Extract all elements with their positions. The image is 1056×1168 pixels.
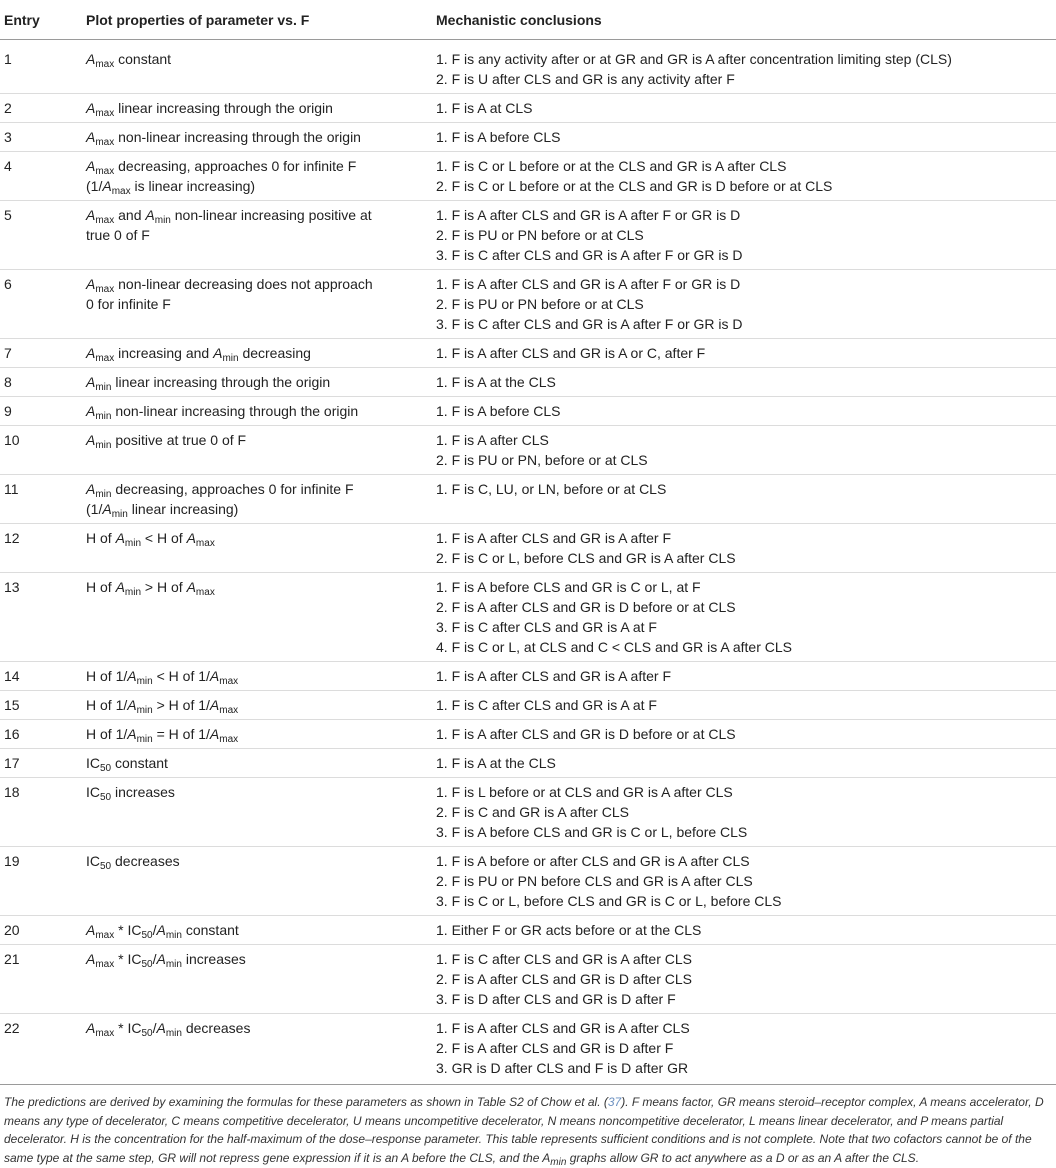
conclusion-item: 2. F is C and GR is A after CLS xyxy=(436,804,629,820)
plot-text: IC xyxy=(86,784,100,800)
plot-text: H of 1/ xyxy=(86,726,128,742)
conclusion-item: 3. F is C or L, before CLS and GR is C or L, before CLS xyxy=(436,893,782,909)
header-plot-properties: Plot properties of parameter vs. F xyxy=(82,0,432,40)
conclusion-item: 2. F is PU or PN before or at CLS xyxy=(436,227,644,243)
table-row xyxy=(0,368,1056,397)
plot-text: non-linear increasing through the origin xyxy=(114,129,361,145)
subscript-text: min xyxy=(165,930,182,941)
subscript-text: 50 xyxy=(100,861,112,872)
plot-text: 0 for infinite F xyxy=(86,296,171,312)
italic-symbol: A xyxy=(115,530,125,546)
plot-text: < H of 1/ xyxy=(152,668,210,684)
plot-text: increases xyxy=(111,784,175,800)
italic-symbol: A xyxy=(102,178,112,194)
subscript-text: 50 xyxy=(141,930,153,941)
conclusion-item: 3. F is C after CLS and GR is A at F xyxy=(436,619,657,635)
plot-text: is linear increasing) xyxy=(130,178,256,194)
italic-symbol: A xyxy=(86,276,96,292)
entry-cell: 7 xyxy=(0,339,82,368)
conclusions-cell xyxy=(432,1014,1056,1085)
conclusion-item: 1. F is A after CLS and GR is A after F or GR is D xyxy=(436,207,741,223)
entry-cell: 5 xyxy=(0,201,82,270)
subscript-text: max xyxy=(219,705,239,716)
plot-property-cell xyxy=(82,152,432,201)
footnote-subscript: min xyxy=(550,1156,567,1168)
table-row xyxy=(0,475,1056,524)
entry-cell: 13 xyxy=(0,573,82,662)
conclusion-item: 1. F is C, LU, or LN, before or at CLS xyxy=(436,481,667,497)
conclusion-item: 4. F is C or L, at CLS and C < CLS and GR is A after CLS xyxy=(436,639,792,655)
conclusion-item: 1. F is A after CLS xyxy=(436,432,549,448)
conclusions-cell xyxy=(432,339,1056,368)
entry-cell: 17 xyxy=(0,749,82,778)
subscript-text: max xyxy=(219,676,239,687)
plot-text: = H of 1/ xyxy=(152,726,210,742)
entry-cell: 11 xyxy=(0,475,82,524)
subscript-text: max xyxy=(111,186,131,197)
plot-text: * IC xyxy=(114,922,142,938)
plot-property-cell xyxy=(82,270,432,339)
entry-cell: 18 xyxy=(0,778,82,847)
plot-text: (1/ xyxy=(86,501,103,517)
plot-text: H of 1/ xyxy=(86,697,128,713)
plot-property-cell xyxy=(82,123,432,152)
plot-text: positive at true 0 of F xyxy=(111,432,247,448)
entry-cell: 10 xyxy=(0,426,82,475)
plot-text: * IC xyxy=(114,951,142,967)
plot-property-cell xyxy=(82,524,432,573)
italic-symbol: A xyxy=(186,579,196,595)
conclusion-item: 1. F is C after CLS and GR is A after CLS xyxy=(436,951,692,967)
entry-cell: 3 xyxy=(0,123,82,152)
plot-text: IC xyxy=(86,853,100,869)
subscript-text: max xyxy=(95,108,115,119)
conclusion-item: 3. F is C after CLS and GR is A after F or GR is D xyxy=(436,316,743,332)
conclusion-item: 2. F is A after CLS and GR is D after CLS xyxy=(436,971,692,987)
conclusion-item: 1. F is A after CLS and GR is A or C, after F xyxy=(436,345,706,361)
subscript-text: max xyxy=(219,734,239,745)
table-row xyxy=(0,749,1056,778)
subscript-text: min xyxy=(124,538,142,549)
subscript-text: 50 xyxy=(100,763,112,774)
plot-text: H of xyxy=(86,530,116,546)
entry-cell: 20 xyxy=(0,916,82,945)
subscript-text: max xyxy=(95,930,115,941)
table-row xyxy=(0,778,1056,847)
italic-symbol: A xyxy=(145,207,155,223)
table-row xyxy=(0,662,1056,691)
conclusion-item: 2. F is U after CLS and GR is any activity after F xyxy=(436,71,735,87)
italic-symbol: A xyxy=(86,129,96,145)
plot-property-cell xyxy=(82,916,432,945)
table-row xyxy=(0,847,1056,916)
subscript-text: max xyxy=(95,166,115,177)
italic-symbol: A xyxy=(213,345,223,361)
subscript-text: max xyxy=(95,137,115,148)
plot-text: increases xyxy=(181,951,246,967)
header-entry: Entry xyxy=(0,0,82,40)
conclusions-cell xyxy=(432,573,1056,662)
conclusion-item: 1. F is A before CLS and GR is C or L, at F xyxy=(436,579,701,595)
italic-symbol: A xyxy=(156,951,166,967)
subscript-text: min xyxy=(95,382,112,393)
italic-symbol: A xyxy=(86,432,96,448)
table-row xyxy=(0,945,1056,1014)
conclusion-item: 3. F is D after CLS and GR is D after F xyxy=(436,991,676,1007)
plot-text: true 0 of F xyxy=(86,227,150,243)
plot-text: non-linear decreasing does not approach xyxy=(114,276,373,292)
conclusions-cell xyxy=(432,475,1056,524)
conclusions-cell xyxy=(432,201,1056,270)
plot-text: non-linear increasing positive at xyxy=(170,207,372,223)
italic-symbol: A xyxy=(156,1020,166,1036)
subscript-text: min xyxy=(136,676,153,687)
entry-cell: 16 xyxy=(0,720,82,749)
italic-symbol: A xyxy=(86,207,96,223)
conclusion-item: 1. F is A before CLS xyxy=(436,129,561,145)
italic-symbol: A xyxy=(156,922,166,938)
plot-property-cell xyxy=(82,1014,432,1085)
subscript-text: min xyxy=(165,959,182,970)
italic-symbol: A xyxy=(86,345,96,361)
conclusion-item: 1. F is any activity after or at GR and GR is A after concentration limiting step (CLS) xyxy=(436,51,952,67)
plot-text: decreases xyxy=(181,1020,251,1036)
conclusions-cell xyxy=(432,368,1056,397)
italic-symbol: A xyxy=(102,501,112,517)
plot-text: H of xyxy=(86,579,116,595)
table-row xyxy=(0,152,1056,201)
italic-symbol: A xyxy=(209,668,220,684)
table-row xyxy=(0,426,1056,475)
conclusions-cell xyxy=(432,426,1056,475)
entry-cell: 8 xyxy=(0,368,82,397)
conclusions-cell xyxy=(432,847,1056,916)
conclusions-cell xyxy=(432,778,1056,847)
subscript-text: min xyxy=(136,705,153,716)
entry-cell: 2 xyxy=(0,94,82,123)
conclusion-item: 1. F is A after CLS and GR is A after F or GR is D xyxy=(436,276,741,292)
plot-text: linear increasing) xyxy=(127,501,239,517)
italic-symbol: A xyxy=(86,158,96,174)
subscript-text: max xyxy=(95,215,115,226)
subscript-text: min xyxy=(95,489,112,500)
conclusion-item: 2. F is C or L before or at the CLS and GR is D before or at CLS xyxy=(436,178,833,194)
subscript-text: max xyxy=(95,959,115,970)
conclusion-item: 2. F is PU or PN before or at CLS xyxy=(436,296,644,312)
plot-text: decreasing, approaches 0 for infinite F xyxy=(114,158,357,174)
italic-symbol: A xyxy=(209,726,220,742)
plot-text: constant xyxy=(181,922,239,938)
subscript-text: min xyxy=(222,353,239,364)
plot-text: decreasing, approaches 0 for infinite F xyxy=(111,481,354,497)
plot-property-cell xyxy=(82,426,432,475)
conclusion-item: 2. F is PU or PN before CLS and GR is A after CLS xyxy=(436,873,753,889)
plot-text: and xyxy=(114,207,146,223)
table-row xyxy=(0,40,1056,94)
italic-symbol: A xyxy=(86,51,96,67)
subscript-text: max xyxy=(195,538,215,549)
conclusion-item: 2. F is C or L, before CLS and GR is A after CLS xyxy=(436,550,736,566)
plot-text: < H of xyxy=(141,530,187,546)
plot-text: / xyxy=(152,1020,157,1036)
subscript-text: 50 xyxy=(141,959,153,970)
italic-symbol: A xyxy=(209,697,220,713)
plot-property-cell xyxy=(82,720,432,749)
table-row xyxy=(0,691,1056,720)
plot-text: decreasing xyxy=(238,345,311,361)
table-row xyxy=(0,1014,1056,1085)
italic-symbol: A xyxy=(115,579,125,595)
plot-property-cell xyxy=(82,662,432,691)
italic-symbol: A xyxy=(127,697,137,713)
conclusion-item: 1. F is A after CLS and GR is A after F xyxy=(436,668,671,684)
conclusions-cell xyxy=(432,397,1056,426)
entry-cell: 6 xyxy=(0,270,82,339)
entry-cell: 1 xyxy=(0,40,82,94)
italic-symbol: A xyxy=(86,374,96,390)
plot-text: constant xyxy=(111,755,168,771)
plot-property-cell xyxy=(82,847,432,916)
conclusion-item: 1. F is A at the CLS xyxy=(436,374,556,390)
table-row xyxy=(0,916,1056,945)
plot-text: linear increasing through the origin xyxy=(114,100,333,116)
subscript-text: max xyxy=(95,284,115,295)
italic-symbol: A xyxy=(86,951,96,967)
conclusions-cell xyxy=(432,720,1056,749)
header-mechanistic-conclusions: Mechanistic conclusions xyxy=(432,0,1056,40)
subscript-text: max xyxy=(195,587,215,598)
conclusion-item: 1. F is A before CLS xyxy=(436,403,561,419)
conclusions-cell xyxy=(432,691,1056,720)
conclusion-item: 2. F is A after CLS and GR is D before or at CLS xyxy=(436,599,736,615)
conclusion-item: 1. F is A after CLS and GR is D before or at CLS xyxy=(436,726,736,742)
entry-cell: 9 xyxy=(0,397,82,426)
plot-property-cell xyxy=(82,40,432,94)
plot-text: constant xyxy=(114,51,172,67)
subscript-text: min xyxy=(95,411,112,422)
table-row xyxy=(0,720,1056,749)
plot-property-cell xyxy=(82,573,432,662)
conclusion-item: 2. F is PU or PN, before or at CLS xyxy=(436,452,648,468)
conclusion-item: 1. Either F or GR acts before or at the CLS xyxy=(436,922,702,938)
subscript-text: min xyxy=(124,587,142,598)
table-row xyxy=(0,94,1056,123)
italic-symbol: A xyxy=(86,922,96,938)
plot-text: / xyxy=(152,951,157,967)
table-body xyxy=(0,40,1056,1085)
table-row xyxy=(0,339,1056,368)
plot-text: linear increasing through the origin xyxy=(111,374,331,390)
conclusions-cell xyxy=(432,94,1056,123)
plot-text: decreases xyxy=(111,853,180,869)
plot-text: increasing and xyxy=(114,345,214,361)
subscript-text: min xyxy=(136,734,153,745)
subscript-text: max xyxy=(95,353,115,364)
conclusions-cell xyxy=(432,270,1056,339)
footnote-text-1: The predictions are derived by examining the formulas for these parameters as shown in Table S2 of Chow et al. ( xyxy=(4,1095,608,1109)
italic-symbol: A xyxy=(86,403,96,419)
table-row xyxy=(0,201,1056,270)
plot-property-cell xyxy=(82,945,432,1014)
subscript-text: 50 xyxy=(100,792,112,803)
footnote-reference-link[interactable]: 37 xyxy=(607,1095,622,1109)
plot-text: / xyxy=(152,922,157,938)
conclusion-item: 1. F is A after CLS and GR is A after F xyxy=(436,530,671,546)
conclusions-cell xyxy=(432,123,1056,152)
entry-cell: 22 xyxy=(0,1014,82,1085)
table-row xyxy=(0,573,1056,662)
plot-text: H of 1/ xyxy=(86,668,128,684)
subscript-text: 50 xyxy=(141,1028,153,1039)
table-footnote xyxy=(0,1085,1056,1167)
entry-cell: 12 xyxy=(0,524,82,573)
plot-property-cell xyxy=(82,691,432,720)
subscript-text: max xyxy=(95,59,115,70)
subscript-text: min xyxy=(154,215,171,226)
conclusions-cell xyxy=(432,152,1056,201)
plot-property-cell xyxy=(82,749,432,778)
plot-property-cell xyxy=(82,368,432,397)
subscript-text: max xyxy=(95,1028,115,1039)
conclusion-item: 1. F is L before or at CLS and GR is A after CLS xyxy=(436,784,733,800)
entry-cell: 15 xyxy=(0,691,82,720)
table-row xyxy=(0,270,1056,339)
entry-cell: 19 xyxy=(0,847,82,916)
plot-property-cell xyxy=(82,475,432,524)
plot-property-cell xyxy=(82,94,432,123)
footnote-text-2: ). F means factor, GR means steroid–receptor complex, A means accelerator, D means any type of decelerator, C means competitive decelerator, U means uncompetitive decelerator, N means noncompetitive decelerator, L means linear decelerator, and P means partial decelerator. H is the concentration for the half-maximum of the dose–response parameter. This table represents sufficient conditions and is not complete. Note that two cofactors cannot be of the same type at the same step, GR will not repress gene expression if it is an A before the CLS, and the A xyxy=(4,1095,1044,1165)
entry-cell: 14 xyxy=(0,662,82,691)
plot-property-cell xyxy=(82,778,432,847)
table-row xyxy=(0,397,1056,426)
italic-symbol: A xyxy=(86,100,96,116)
conclusion-item: 3. F is A before CLS and GR is C or L, before CLS xyxy=(436,824,748,840)
conclusion-item: 3. F is C after CLS and GR is A after F or GR is D xyxy=(436,247,743,263)
conclusion-item: 1. F is C or L before or at the CLS and GR is A after CLS xyxy=(436,158,787,174)
conclusion-item: 2. F is A after CLS and GR is D after F xyxy=(436,1040,674,1056)
italic-symbol: A xyxy=(127,726,137,742)
header-row xyxy=(0,0,1056,40)
plot-text: IC xyxy=(86,755,100,771)
table-row xyxy=(0,524,1056,573)
table-header xyxy=(0,0,1056,40)
subscript-text: min xyxy=(165,1028,182,1039)
conclusion-item: 1. F is C after CLS and GR is A at F xyxy=(436,697,657,713)
conclusion-item: 1. F is A after CLS and GR is A after CLS xyxy=(436,1020,690,1036)
plot-text: (1/ xyxy=(86,178,103,194)
conclusion-item: 3. GR is D after CLS and F is D after GR xyxy=(436,1060,689,1076)
conclusions-cell xyxy=(432,916,1056,945)
table-row xyxy=(0,123,1056,152)
conclusions-cell xyxy=(432,662,1056,691)
conclusion-item: 1. F is A before or after CLS and GR is A after CLS xyxy=(436,853,750,869)
subscript-text: min xyxy=(95,440,112,451)
plot-text: non-linear increasing through the origin xyxy=(111,403,359,419)
plot-property-cell xyxy=(82,397,432,426)
conclusions-cell xyxy=(432,749,1056,778)
plot-property-cell xyxy=(82,339,432,368)
conclusions-cell xyxy=(432,945,1056,1014)
plot-property-cell xyxy=(82,201,432,270)
plot-text: > H of xyxy=(141,579,187,595)
conclusions-cell xyxy=(432,40,1056,94)
italic-symbol: A xyxy=(86,481,96,497)
plot-text: * IC xyxy=(114,1020,142,1036)
italic-symbol: A xyxy=(86,1020,96,1036)
conclusions-cell xyxy=(432,524,1056,573)
footnote-text-3: graphs allow GR to act anywhere as a D or as an A after the CLS. xyxy=(566,1150,920,1165)
entry-cell: 4 xyxy=(0,152,82,201)
subscript-text: min xyxy=(111,509,128,520)
conclusion-item: 1. F is A at CLS xyxy=(436,100,533,116)
italic-symbol: A xyxy=(127,668,137,684)
italic-symbol: A xyxy=(186,530,196,546)
plot-text: > H of 1/ xyxy=(152,697,210,713)
entry-cell: 21 xyxy=(0,945,82,1014)
conclusion-item: 1. F is A at the CLS xyxy=(436,755,556,771)
